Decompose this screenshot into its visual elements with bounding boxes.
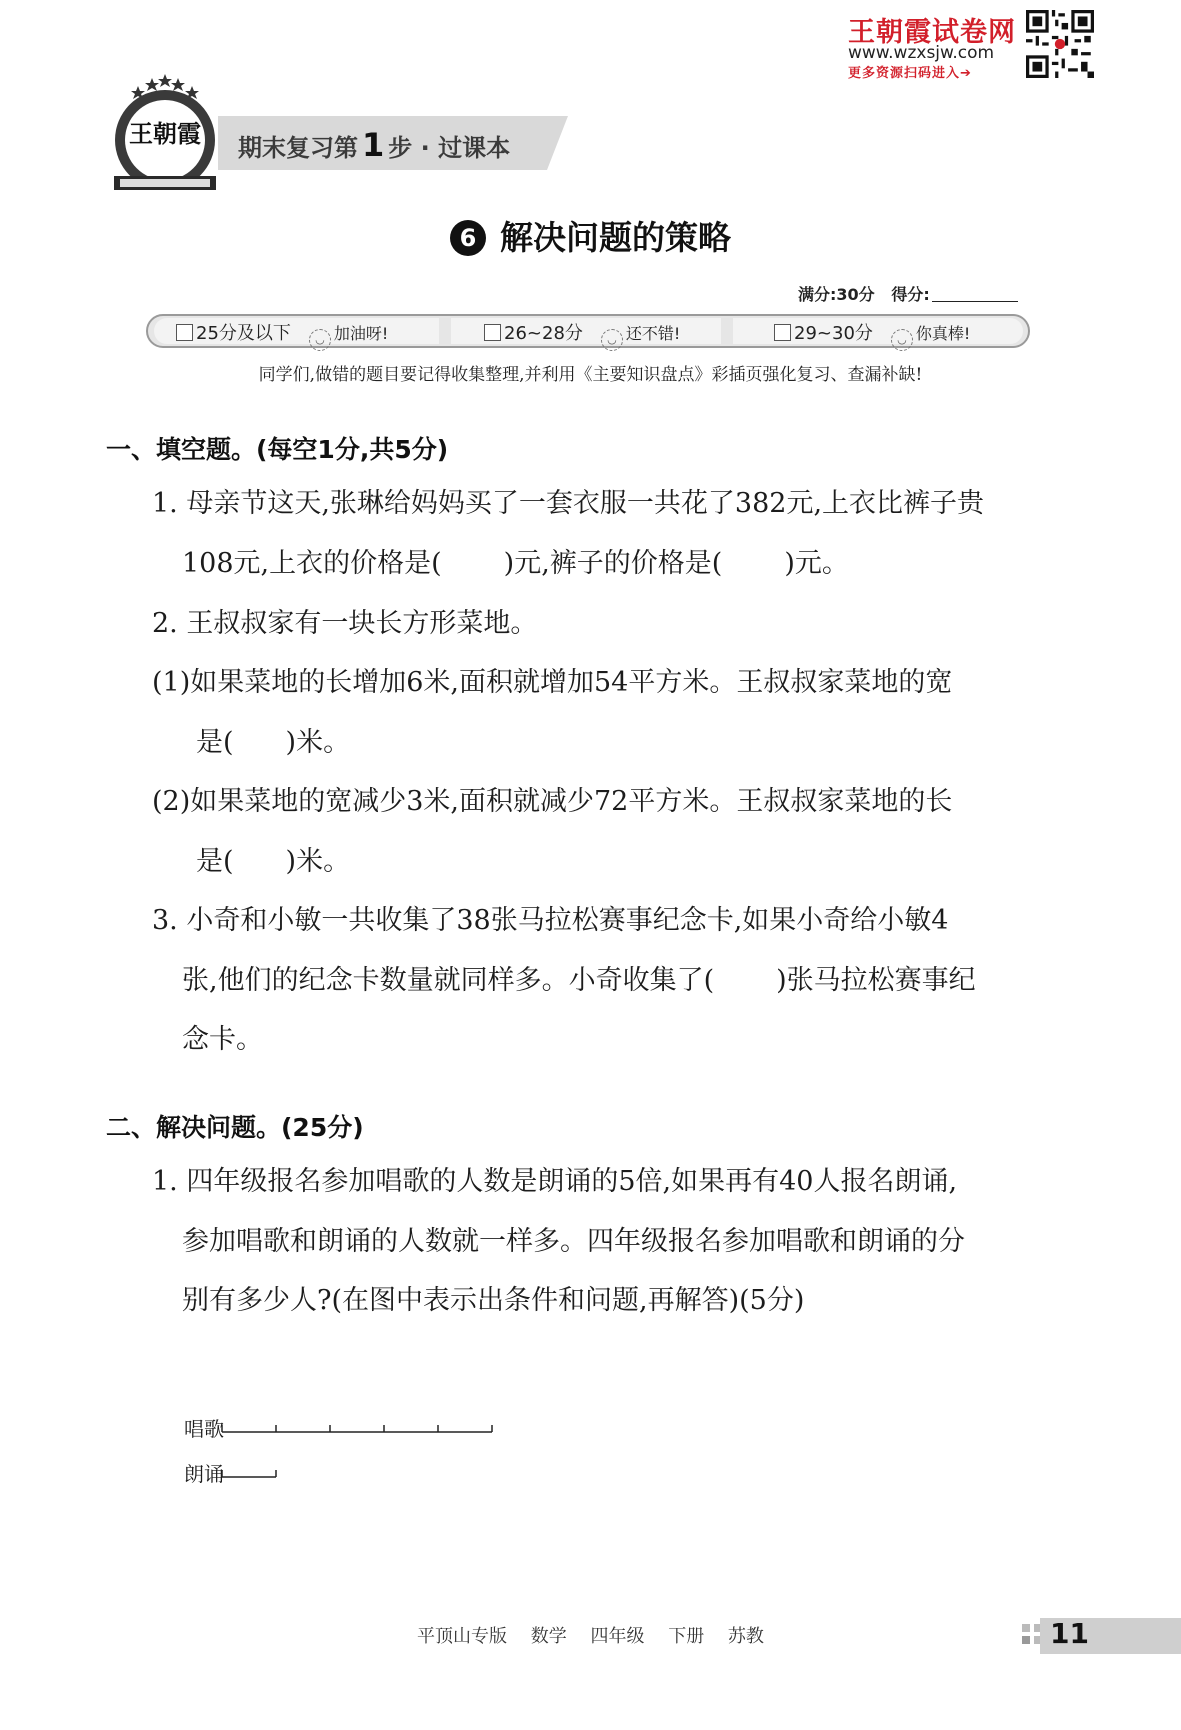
footer-info: 平顶山专版 数学 四年级 下册 苏教 bbox=[417, 1626, 764, 1647]
ad-brand: 王朝霞试卷网 bbox=[848, 17, 1016, 48]
publisher-logo bbox=[104, 72, 226, 202]
q3-line3: 念卡。 bbox=[182, 1024, 263, 1055]
diagram-label-sing: 唱歌 bbox=[184, 1417, 224, 1441]
q3-line2: 张,他们的纪念卡数量就同样多。小奇收集了( )张马拉松赛事纪 bbox=[182, 965, 976, 996]
rating-item: 25分及以下 ◡ 加油呀! bbox=[176, 319, 388, 351]
q2-line1: 2. 王叔叔家有一块长方形菜地。 bbox=[152, 608, 538, 639]
checkbox-icon[interactable] bbox=[484, 324, 501, 341]
s2-q1-line1: 1. 四年级报名参加唱歌的人数是朗诵的5倍,如果再有40人报名朗诵, bbox=[152, 1166, 958, 1197]
smiley-icon: ◡ bbox=[601, 329, 623, 351]
q1-line1: 1. 母亲节这天,张琳给妈妈买了一套衣服一共花了382元,上衣比裤子贵 bbox=[152, 488, 985, 519]
s2-q1-line2: 参加唱歌和朗诵的人数就一样多。四年级报名参加唱歌和朗诵的分 bbox=[182, 1226, 965, 1257]
ad-url[interactable]: www.wzxsjw.com bbox=[848, 43, 995, 63]
qr-code-icon[interactable] bbox=[1026, 10, 1094, 78]
q1-line2: 108元,上衣的价格是( )元,裤子的价格是( )元。 bbox=[182, 548, 849, 579]
q2-part2: (2)如果菜地的宽减少3米,面积就减少72平方米。王叔叔家菜地的长 bbox=[152, 786, 953, 817]
score-label: 得分: bbox=[891, 285, 930, 304]
reminder-text: 同学们,做错的题目要记得收集整理,并利用《主要知识盘点》彩插页强化复习、查漏补缺! bbox=[258, 365, 923, 385]
sing-segment bbox=[222, 1425, 492, 1432]
score-line bbox=[798, 282, 1018, 305]
title-text: 解决问题的策略 bbox=[500, 218, 731, 257]
checkbox-icon[interactable] bbox=[774, 324, 791, 341]
page-title bbox=[0, 212, 1181, 259]
smiley-icon: ◡ bbox=[891, 329, 913, 351]
segment-diagram[interactable] bbox=[180, 1400, 580, 1510]
rating-item: 26~28分 ◡ 还不错! bbox=[484, 319, 680, 351]
q3-line1: 3. 小奇和小敏一共收集了38张马拉松赛事纪念卡,如果小奇给小敏4 bbox=[152, 905, 949, 936]
page-number: 11 bbox=[1050, 1617, 1089, 1650]
banner-step-number: 1 bbox=[362, 126, 385, 164]
section-2-title: 二、解决问题。(25分) bbox=[106, 1113, 364, 1142]
q2-part1-answer: 是( )米。 bbox=[196, 727, 351, 758]
ad-cta: 更多资源扫码进入➔ bbox=[848, 66, 972, 81]
q2-part1: (1)如果菜地的长增加6米,面积就增加54平方米。王叔叔家菜地的宽 bbox=[152, 667, 953, 698]
banner-text: 期末复习第 1 步 · 过课本 bbox=[238, 126, 511, 164]
recite-segment bbox=[222, 1470, 276, 1477]
logo-text: 王朝霞 bbox=[129, 119, 201, 148]
s2-q1-line3: 别有多少人?(在图中表示出条件和问题,再解答)(5分) bbox=[182, 1285, 805, 1316]
section-1-title: 一、填空题。(每空1分,共5分) bbox=[106, 435, 449, 464]
full-score: 满分:30分 bbox=[798, 285, 875, 304]
title-number-badge: 6 bbox=[450, 220, 486, 256]
score-blank[interactable] bbox=[932, 287, 1018, 302]
q2-part2-answer: 是( )米。 bbox=[196, 846, 351, 877]
checkbox-icon[interactable] bbox=[176, 324, 193, 341]
diagram-label-recite: 朗诵 bbox=[184, 1462, 224, 1486]
smiley-icon: ◡ bbox=[309, 329, 331, 351]
rating-item: 29~30分 ◡ 你真棒! bbox=[774, 319, 970, 351]
